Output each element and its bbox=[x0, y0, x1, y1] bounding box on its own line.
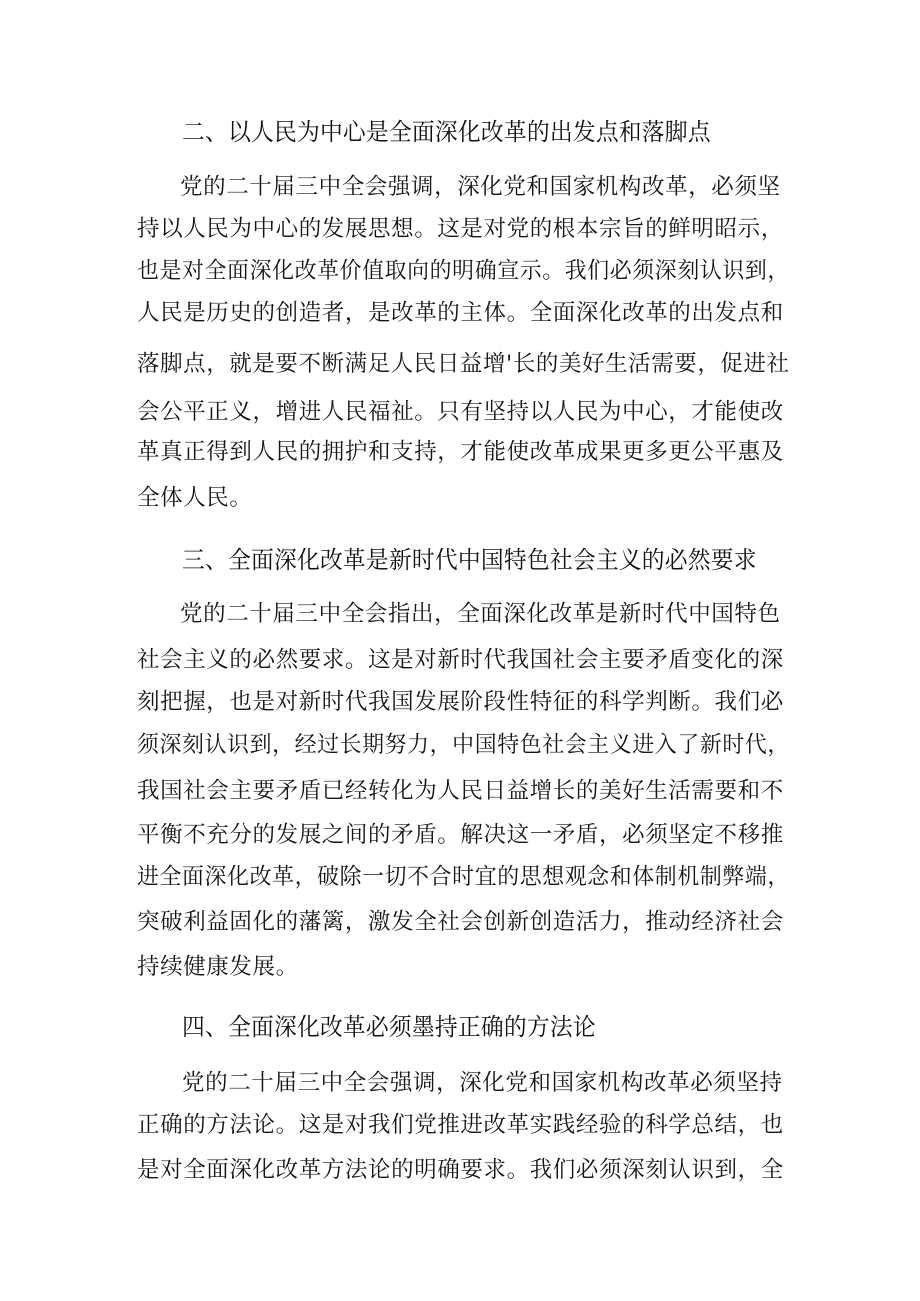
paragraph-line: 人民是历史的创造者，是改革的主体。全面深化改革的出发点和 bbox=[137, 300, 784, 326]
paragraph-line: 须深刻认识到，经过长期努力，中国特色社会主义进入了新时代， bbox=[137, 732, 790, 758]
paragraph-line: 我国社会主要矛盾已经转化为人民日益增长的美好生活需要和不 bbox=[137, 778, 784, 804]
paragraph-line: 是对全面深化改革方法论的明确要求。我们必须深刻认识到，全 bbox=[137, 1157, 784, 1183]
paragraph-line: 持续健康发展。 bbox=[137, 954, 299, 980]
paragraph-line: 平衡不充分的发展之间的矛盾。解决这一矛盾，必须坚定不移推 bbox=[137, 822, 784, 848]
paragraph-line: 也是对全面深化改革价值取向的明确宣示。我们必须深刻认识到， bbox=[137, 258, 790, 284]
paragraph-line: 会公平正义，增进人民福祉。只有坚持以人民为中心，才能使改 bbox=[137, 399, 784, 425]
paragraph-line: 社会主义的必然要求。这是对新时代我国社会主要矛盾变化的深 bbox=[137, 647, 784, 673]
paragraph-line: 党的二十届三中全会强调，深化党和国家机构改革，必须坚 bbox=[180, 174, 781, 200]
paragraph-line: 进全面深化改革，破除一切不合时宜的思想观念和体制机制弊端， bbox=[137, 864, 790, 890]
section-heading-2: 二、以人民为中心是全面深化改革的出发点和落脚点 bbox=[182, 118, 711, 146]
paragraph-line: 党的二十届三中全会强调，深化党和国家机构改革必须坚持 bbox=[182, 1070, 783, 1096]
paragraph-line: 刻把握，也是对新时代我国发展阶段性特征的科学判断。我们必 bbox=[137, 689, 784, 715]
section-heading-3: 三、全面深化改革是新时代中国特色社会主义的必然要求 bbox=[182, 546, 757, 574]
paragraph-line: 持以人民为中心的发展思想。这是对党的根本宗旨的鲜明昭示， bbox=[137, 216, 784, 242]
section-heading-4: 四、全面深化改革必须墨持正确的方法论 bbox=[182, 1013, 596, 1041]
paragraph-line: 全体人民。 bbox=[137, 485, 253, 511]
paragraph-line: 落脚点，就是要不断满足人民日益增'长的美好生活需要，促进社 bbox=[137, 351, 790, 377]
paragraph-line: 革真正得到人民的拥护和支持，才能使改革成果更多更公平惠及 bbox=[137, 439, 784, 465]
paragraph-line: 正确的方法论。这是对我们党推进改革实践经验的科学总结，也 bbox=[137, 1112, 784, 1138]
paragraph-line: 党的二十届三中全会指出，全面深化改革是新时代中国特色 bbox=[180, 601, 781, 627]
paragraph-line: 突破利益固化的藩篱，激发全社会创新创造活力，推动经济社会 bbox=[137, 909, 784, 935]
